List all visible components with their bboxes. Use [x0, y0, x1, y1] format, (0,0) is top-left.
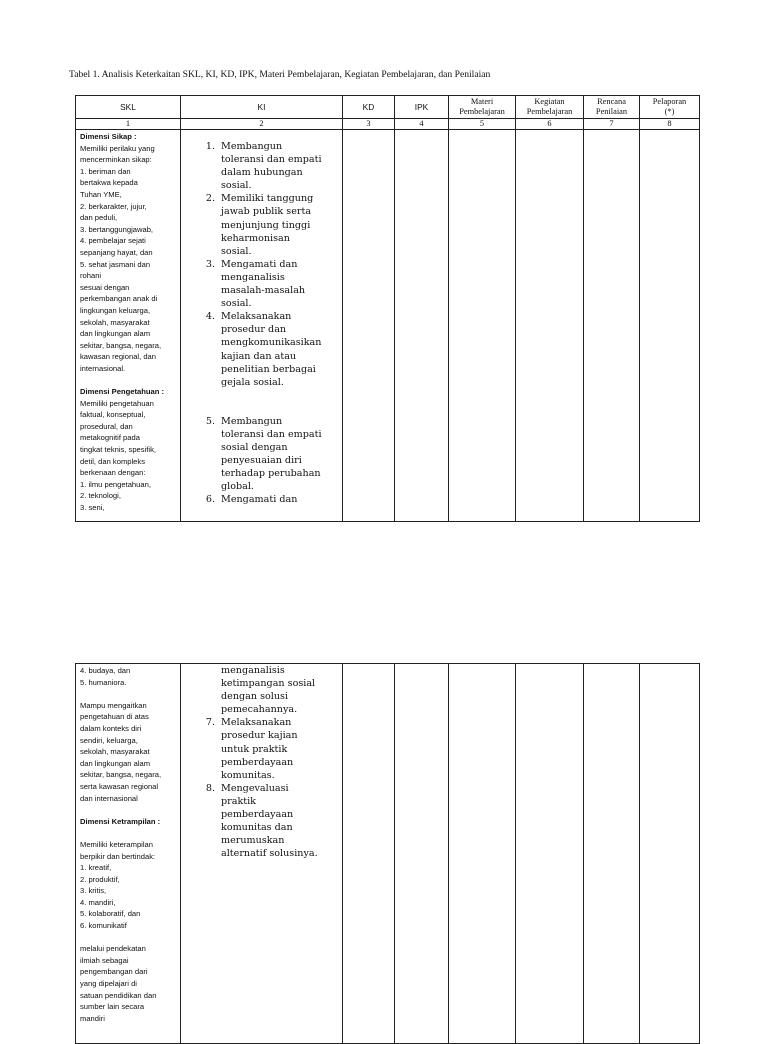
- ki-item-text: [221, 192, 342, 257]
- ki-item-line: Melaksanakan: [221, 717, 292, 729]
- skl-line: serta kawasan regional: [80, 781, 159, 791]
- pelaporan-cell: [640, 664, 700, 1044]
- skl-line: sesuai dengan: [80, 282, 130, 292]
- skl-line: 5. sehat jasmani dan: [80, 259, 151, 269]
- analysis-table-part-1: [75, 95, 700, 522]
- skl-line: Dimensi Pengetahuan :: [80, 387, 164, 397]
- ki-cell: [181, 664, 343, 1044]
- ki-item-line: toleransi dan empati: [221, 154, 322, 166]
- skl-line: satuan pendidikan dan: [80, 990, 157, 1000]
- ipk-cell: [395, 664, 449, 1044]
- ki-item-text: [221, 716, 342, 781]
- ki-list: [181, 140, 342, 506]
- ki-item-line: alternatif solusinya.: [221, 848, 318, 860]
- ki-item-line: jawab publik serta: [221, 206, 312, 218]
- skl-line: [80, 374, 177, 386]
- ki-item-text: [221, 493, 342, 506]
- ki-item: [181, 716, 342, 781]
- ki-item-number: 4.: [205, 311, 215, 323]
- ki-item-line: penyesuaian diri: [221, 455, 302, 467]
- skl-line: dan lingkungan alam: [80, 758, 151, 768]
- ki-item-line: untuk praktik: [221, 743, 288, 755]
- skl-line: 5. kolaboratif, dan: [80, 909, 141, 919]
- skl-cell: [76, 664, 181, 1044]
- column-number-row: [76, 119, 700, 130]
- skl-line: pengembangan dari: [80, 967, 148, 977]
- ki-item-number: 7.: [205, 717, 215, 729]
- skl-line: mandiri: [80, 1013, 105, 1023]
- header-pelaporan: Pelaporan (*): [640, 96, 700, 119]
- skl-line: yang dipelajari di: [80, 979, 137, 989]
- skl-cell: [76, 130, 181, 522]
- header-skl: SKL: [76, 96, 181, 119]
- skl-line: 6. komunikatif: [80, 921, 127, 931]
- ki-item-line: Melaksanakan: [221, 311, 292, 323]
- skl-line: mencerminkan sikap:: [80, 155, 152, 165]
- ki-item-line: sosial.: [221, 245, 252, 257]
- ki-item-line: komunitas.: [221, 769, 275, 781]
- skl-line: 4. mandiri,: [80, 897, 116, 907]
- ki-cell: [181, 130, 343, 522]
- skl-line: Tuhan YME,: [80, 189, 122, 199]
- ki-item: [181, 140, 342, 192]
- ki-item-number: 8.: [205, 782, 215, 794]
- skl-line: 4. pembelajar sejati: [80, 236, 146, 246]
- header-ki: KI: [181, 96, 343, 119]
- skl-line: sendiri, keluarga,: [80, 735, 138, 745]
- table-caption: Tabel 1. Analisis Keterkaitan SKL, KI, KD, IPK, Materi Pembelajaran, Kegiatan Pembelajaran, dan Penilaian: [69, 69, 491, 80]
- header-row: [76, 96, 700, 119]
- skl-line: sepanjang hayat, dan: [80, 247, 153, 257]
- pelaporan-cell: [640, 130, 700, 522]
- ki-item-line: masalah-masalah: [221, 285, 306, 297]
- skl-line: sekolah, masyarakat: [80, 317, 150, 327]
- ki-item: [181, 782, 342, 861]
- ki-item-number: 1.: [205, 141, 215, 152]
- kegiatan-cell: [516, 130, 584, 522]
- skl-line: 5. humaniora.: [80, 677, 127, 687]
- skl-line: kawasan regional, dan: [80, 352, 156, 362]
- header-kegiatan: Kegiatan Pembelajaran: [516, 96, 584, 119]
- ki-item-text: [221, 258, 342, 310]
- ki-item-number: [181, 664, 221, 716]
- ki-item-line: Mengamati dan: [221, 494, 298, 506]
- analysis-table-part-2: [75, 663, 700, 1044]
- ki-item-line: merumuskan: [221, 835, 285, 847]
- content-row: [76, 664, 700, 1044]
- materi-cell: [449, 664, 516, 1044]
- column-number: 6: [516, 119, 584, 130]
- skl-line: metakognitif pada: [80, 433, 140, 443]
- content-row: [76, 130, 700, 522]
- rencana-cell: [584, 130, 640, 522]
- kd-cell: [343, 130, 395, 522]
- skl-line: bertakwa kepada: [80, 178, 138, 188]
- skl-line: 3. bertanggungjawab,: [80, 224, 154, 234]
- skl-line: internasional.: [80, 363, 126, 373]
- skl-line: ilmiah sebagai: [80, 955, 129, 965]
- header-kd: KD: [343, 96, 395, 119]
- column-number: 2: [181, 119, 343, 130]
- column-number: 4: [395, 119, 449, 130]
- ki-item-line: Membangun: [221, 415, 283, 427]
- skl-line: pengetahuan di atas: [80, 712, 149, 722]
- ki-item-number: 5.: [205, 415, 215, 427]
- skl-line: Memiliki perilaku yang: [80, 143, 155, 153]
- skl-line: berpikir dan bertindak:: [80, 851, 156, 861]
- skl-line: Memiliki pengetahuan: [80, 398, 154, 408]
- ki-item: [181, 664, 342, 716]
- skl-line: dalam konteks diri: [80, 723, 142, 733]
- ki-item-line: dengan solusi: [221, 691, 289, 703]
- ki-item-line: Mengamati dan: [221, 258, 298, 270]
- ki-item-line: Membangun: [221, 141, 283, 152]
- ki-item-text: [221, 664, 342, 716]
- ki-item-line: sosial.: [221, 298, 252, 310]
- skl-line: Mampu mengaitkan: [80, 700, 147, 710]
- ki-item-line: prosedur dan: [221, 324, 287, 336]
- column-number: 1: [76, 119, 181, 130]
- ki-item-line: prosedur kajian: [221, 730, 298, 742]
- skl-line: [80, 932, 177, 944]
- skl-line: dan lingkungan alam: [80, 329, 151, 339]
- skl-line: 2. produktif,: [80, 874, 120, 884]
- ki-item-line: dalam hubungan: [221, 167, 303, 179]
- skl-line: 1. kreatif,: [80, 863, 112, 873]
- column-number: 3: [343, 119, 395, 130]
- ki-item-line: pemberdayaan: [221, 756, 294, 768]
- skl-line: detil, dan kompleks: [80, 456, 146, 466]
- ki-item-text: [221, 140, 342, 192]
- ki-item-line: sosial.: [221, 180, 252, 192]
- skl-line: Dimensi Ketrampilan :: [80, 816, 161, 826]
- ki-item-line: terhadap perubahan: [221, 468, 321, 480]
- skl-line: faktual, konseptual,: [80, 410, 146, 420]
- kd-cell: [343, 664, 395, 1044]
- ki-item-line: penelitian berbagai: [221, 363, 316, 375]
- skl-line: berkenaan dengan:: [80, 468, 146, 478]
- skl-line: sekitar, bangsa, negara,: [80, 770, 162, 780]
- ipk-cell: [395, 130, 449, 522]
- ki-item-number: 2.: [205, 193, 215, 205]
- skl-line: sekolah, masyarakat: [80, 747, 150, 757]
- rencana-cell: [584, 664, 640, 1044]
- ki-item-line: global.: [221, 481, 254, 493]
- ki-item-line: toleransi dan empati: [221, 428, 322, 440]
- ki-item-text: [221, 310, 342, 389]
- ki-item-line: pemecahannya.: [221, 704, 298, 716]
- ki-item: [181, 310, 342, 389]
- header-materi: Materi Pembelajaran: [449, 96, 516, 119]
- skl-line: 1. ilmu pengetahuan,: [80, 479, 151, 489]
- skl-line: prosedural, dan: [80, 421, 133, 431]
- skl-line: lingkungan keluarga,: [80, 305, 151, 315]
- ki-item-line: praktik: [221, 795, 256, 807]
- skl-line: Memiliki keterampilan: [80, 839, 154, 849]
- ki-item-line: menganalisis: [221, 665, 285, 676]
- skl-line: sumber lain secara: [80, 1002, 145, 1012]
- skl-line: dan internasional: [80, 793, 138, 803]
- ki-item-number: 3.: [205, 258, 215, 270]
- materi-cell: [449, 130, 516, 522]
- skl-line: rohani: [80, 271, 102, 281]
- ki-item-line: ketimpangan sosial: [221, 678, 316, 690]
- ki-item-line: menjunjung tinggi: [221, 219, 311, 231]
- ki-item: [181, 415, 342, 494]
- ki-item-text: [221, 415, 342, 494]
- ki-item-line: gejala sosial.: [221, 376, 284, 388]
- skl-line: perkembangan anak di: [80, 294, 158, 304]
- column-number: 7: [584, 119, 640, 130]
- skl-line: [80, 688, 177, 700]
- ki-item-line: Mengevaluasi: [221, 782, 289, 794]
- ki-item-line: sosial dengan: [221, 441, 288, 453]
- ki-item-line: kajian dan atau: [221, 350, 297, 362]
- ki-item-line: mengkomunikasikan: [221, 337, 322, 349]
- skl-line: tingkat teknis, spesifik,: [80, 445, 156, 455]
- column-number: 5: [449, 119, 516, 130]
- skl-line: 3. kritis,: [80, 886, 107, 896]
- skl-line: 2. berkarakter, jujur,: [80, 201, 147, 211]
- skl-line: 3. seni,: [80, 503, 105, 512]
- skl-line: sekitar, bangsa, negara,: [80, 340, 162, 350]
- ki-item-line: komunitas dan: [221, 822, 293, 834]
- skl-line: [80, 804, 177, 816]
- skl-line: Dimensi Sikap :: [80, 132, 137, 141]
- ki-item: [181, 493, 342, 506]
- ki-item: [181, 258, 342, 310]
- skl-line: melalui pendekatan: [80, 944, 146, 954]
- column-number: 8: [640, 119, 700, 130]
- ki-item-line: keharmonisan: [221, 232, 290, 244]
- skl-line: dan peduli,: [80, 213, 118, 223]
- ki-item-number: 6.: [205, 494, 215, 506]
- skl-line: 1. beriman dan: [80, 166, 131, 176]
- header-rencana: Rencana Penilaian: [584, 96, 640, 119]
- ki-item-line: Memiliki tanggung: [221, 193, 314, 205]
- ki-list: [181, 664, 342, 860]
- skl-line: [80, 827, 177, 839]
- skl-line: 4. budaya, dan: [80, 666, 131, 675]
- skl-line: 2. teknologi,: [80, 491, 121, 501]
- ki-item-text: [221, 782, 342, 861]
- ki-item-line: menganalisis: [221, 271, 285, 283]
- kegiatan-cell: [516, 664, 584, 1044]
- ki-item-line: pemberdayaan: [221, 809, 294, 821]
- ki-item: [181, 192, 342, 257]
- header-ipk: IPK: [395, 96, 449, 119]
